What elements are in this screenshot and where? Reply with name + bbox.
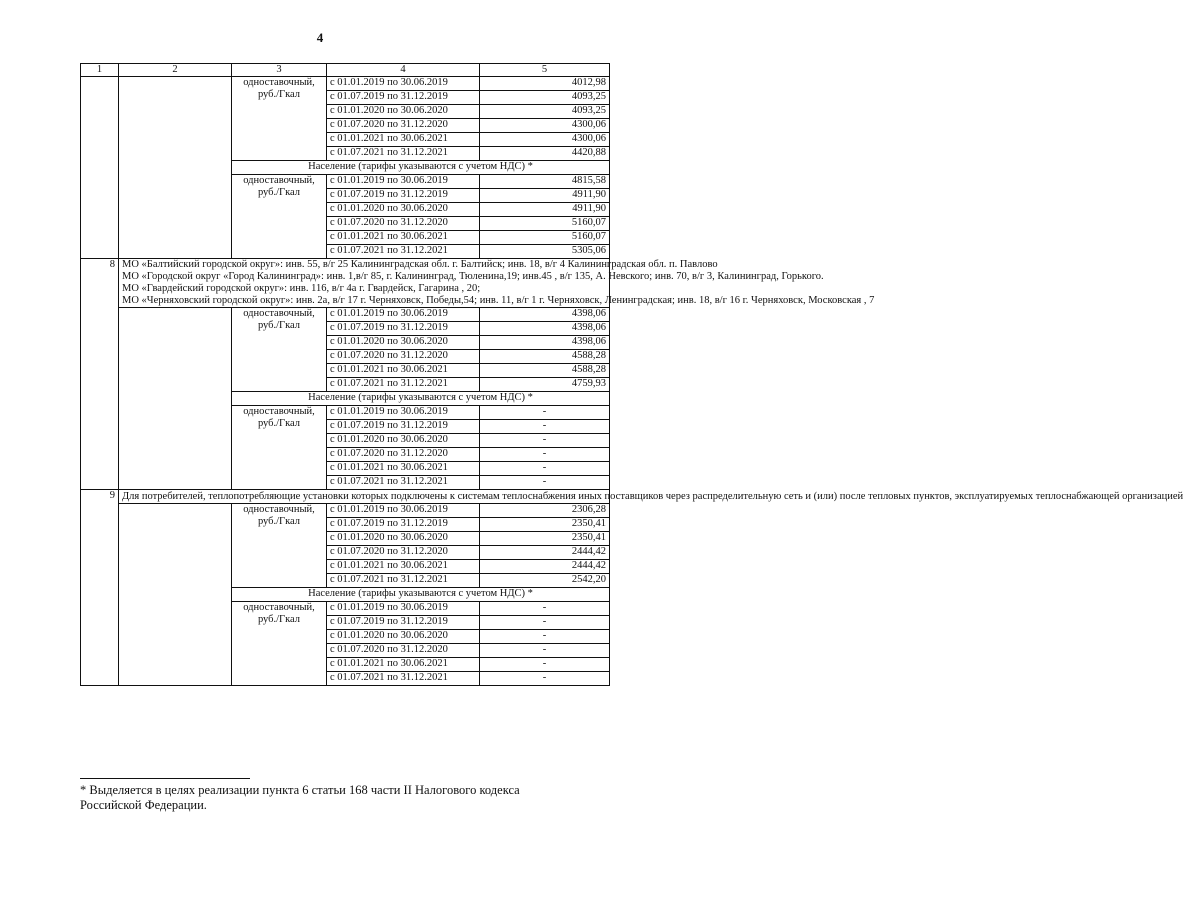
period-cell: с 01.01.2021 по 30.06.2021 [327,462,480,476]
table-header-row [81,64,610,77]
header-cell: 1 [81,64,119,77]
rate-type-cell: одноставочный, руб./Гкал [232,504,327,588]
tariff-value-cell: - [480,658,610,672]
tariff-value-cell: - [480,406,610,420]
tariff-value-cell: 4588,28 [480,364,610,378]
period-cell: с 01.07.2021 по 31.12.2021 [327,378,480,392]
period-cell: с 01.07.2020 по 31.12.2020 [327,119,480,133]
population-subheader-cell: Население (тарифы указываются с учетом НДС) * [232,588,610,602]
table-row [81,308,610,322]
tariff-value-cell: - [480,462,610,476]
tariff-value-cell: - [480,476,610,490]
row-number-cell: 9 [81,490,119,686]
tariff-value-cell: 4420,88 [480,147,610,161]
period-cell: с 01.01.2019 по 30.06.2019 [327,504,480,518]
consumer-line: МО «Городской округ «Город Калининград»: инв. 1,в/г 85, г. Калининград, Тюленина,19; инв.45 , в/г 135, А. Невского; инв. 70, в/г 3, Калининград, Горького. [122,271,824,282]
consumer-row [81,490,610,504]
rate-type-cell: одноставочный, руб./Гкал [232,175,327,259]
header-cell: 2 [119,64,232,77]
period-cell: с 01.07.2019 по 31.12.2019 [327,420,480,434]
tariff-value-cell: 2306,28 [480,504,610,518]
rate-type-cell: одноставочный, руб./Гкал [232,406,327,490]
period-cell: с 01.01.2021 по 30.06.2021 [327,133,480,147]
consumer-cell [119,77,232,259]
tariff-value-cell: 4093,25 [480,91,610,105]
tariff-value-cell: 4300,06 [480,133,610,147]
period-cell: с 01.01.2021 по 30.06.2021 [327,364,480,378]
tariff-value-cell: 2444,42 [480,546,610,560]
tariff-value-cell: - [480,602,610,616]
rate-type-cell: одноставочный, руб./Гкал [232,602,327,686]
period-cell: с 01.01.2021 по 30.06.2021 [327,658,480,672]
period-cell: с 01.01.2019 по 30.06.2019 [327,406,480,420]
consumer-cell [119,504,232,686]
period-cell: с 01.07.2021 по 31.12.2021 [327,672,480,686]
tariff-value-cell: 4398,06 [480,322,610,336]
period-cell: с 01.07.2019 по 31.12.2019 [327,616,480,630]
tariff-value-cell: - [480,672,610,686]
tariff-value-cell: 2350,41 [480,518,610,532]
period-cell: с 01.01.2020 по 30.06.2020 [327,630,480,644]
consumer-description-cell [119,490,1183,504]
tariff-value-cell: 4300,06 [480,119,610,133]
tariff-value-cell: 5160,07 [480,231,610,245]
population-subheader-cell: Население (тарифы указываются с учетом НДС) * [232,392,610,406]
period-cell: с 01.01.2020 по 30.06.2020 [327,336,480,350]
period-cell: с 01.07.2019 по 31.12.2019 [327,322,480,336]
consumer-cell [119,308,232,490]
consumer-row [81,259,610,308]
period-cell: с 01.01.2021 по 30.06.2021 [327,231,480,245]
period-cell: с 01.07.2019 по 31.12.2019 [327,189,480,203]
tariff-value-cell: 2542,20 [480,574,610,588]
period-cell: с 01.07.2019 по 31.12.2019 [327,518,480,532]
consumer-description-cell [119,259,875,308]
tariff-value-cell: 5305,06 [480,245,610,259]
tariff-value-cell: - [480,448,610,462]
period-cell: с 01.07.2020 по 31.12.2020 [327,448,480,462]
period-cell: с 01.01.2021 по 30.06.2021 [327,560,480,574]
period-cell: с 01.07.2020 по 31.12.2020 [327,217,480,231]
period-cell: с 01.07.2021 по 31.12.2021 [327,147,480,161]
period-cell: с 01.01.2020 по 30.06.2020 [327,532,480,546]
tariff-value-cell: 4398,06 [480,308,610,322]
tariff-value-cell: - [480,630,610,644]
consumer-line: МО «Балтийский городской округ»: инв. 55, в/г 25 Калининградская обл. г. Балтийск; инв. 18, в/г 4 Калининградская обл. п. Павлово [122,259,718,270]
consumer-line: Для потребителей, теплопотребляющие установки которых подключены к системам теплоснабжения иных поставщиков через распределительную сеть и (или) после тепловых пунктов, эксплуатируемых теплоснабжающей организацией [122,491,1183,502]
period-cell: с 01.01.2019 по 30.06.2019 [327,77,480,91]
period-cell: с 01.01.2020 по 30.06.2020 [327,105,480,119]
period-cell: с 01.01.2019 по 30.06.2019 [327,175,480,189]
period-cell: с 01.01.2019 по 30.06.2019 [327,308,480,322]
tariff-value-cell: 5160,07 [480,217,610,231]
page-number: 4 [316,30,324,45]
tariff-value-cell: 4398,06 [480,336,610,350]
rate-type-cell: одноставочный, руб./Гкал [232,308,327,392]
header-cell: 3 [232,64,327,77]
tariff-value-cell: - [480,644,610,658]
table-row [81,77,610,91]
header-cell: 5 [480,64,610,77]
row-number-cell [81,77,119,259]
period-cell: с 01.07.2021 по 31.12.2021 [327,476,480,490]
period-cell: с 01.07.2020 по 31.12.2020 [327,546,480,560]
period-cell: с 01.07.2020 по 31.12.2020 [327,644,480,658]
population-subheader-cell: Население (тарифы указываются с учетом НДС) * [232,161,610,175]
row-number-cell: 8 [81,259,119,490]
table-row [81,504,610,518]
tariff-value-cell: 4911,90 [480,189,610,203]
tariff-table [80,63,1183,686]
consumer-line: МО «Гвардейский городской округ»: инв. 116, в/г 4а г. Гвардейск, Гагарина , 20; [122,283,481,294]
header-cell: 4 [327,64,480,77]
tariff-value-cell: 4012,98 [480,77,610,91]
period-cell: с 01.07.2019 по 31.12.2019 [327,91,480,105]
tariff-value-cell: 4759,93 [480,378,610,392]
period-cell: с 01.01.2019 по 30.06.2019 [327,602,480,616]
tariff-value-cell: 2444,42 [480,560,610,574]
footnote-divider [80,778,250,779]
period-cell: с 01.01.2020 по 30.06.2020 [327,203,480,217]
tariff-value-cell: - [480,434,610,448]
period-cell: с 01.01.2020 по 30.06.2020 [327,434,480,448]
period-cell: с 01.07.2021 по 31.12.2021 [327,245,480,259]
consumer-line: МО «Черняховский городской округ»: инв. 2а, в/г 17 г. Черняховск, Победы,54; инв. 11, в/г 1 г. Черняховск, Ленинградская; инв. 18, в/г 16 г. Черняховск, Московская , 7 [122,295,875,306]
tariff-value-cell: 4911,90 [480,203,610,217]
rate-type-cell: одноставочный, руб./Гкал [232,77,327,161]
period-cell: с 01.07.2021 по 31.12.2021 [327,574,480,588]
tariff-value-cell: 2350,41 [480,532,610,546]
tariff-value-cell: 4093,25 [480,105,610,119]
period-cell: с 01.07.2020 по 31.12.2020 [327,350,480,364]
tariff-value-cell: 4588,28 [480,350,610,364]
footnote: * Выделяется в целях реализации пункта 6 статьи 168 части II Налогового кодекса Российской Федерации. [80,783,520,812]
tariff-value-cell: - [480,420,610,434]
tariff-table-body [81,64,1183,686]
tariff-value-cell: - [480,616,610,630]
tariff-value-cell: 4815,58 [480,175,610,189]
